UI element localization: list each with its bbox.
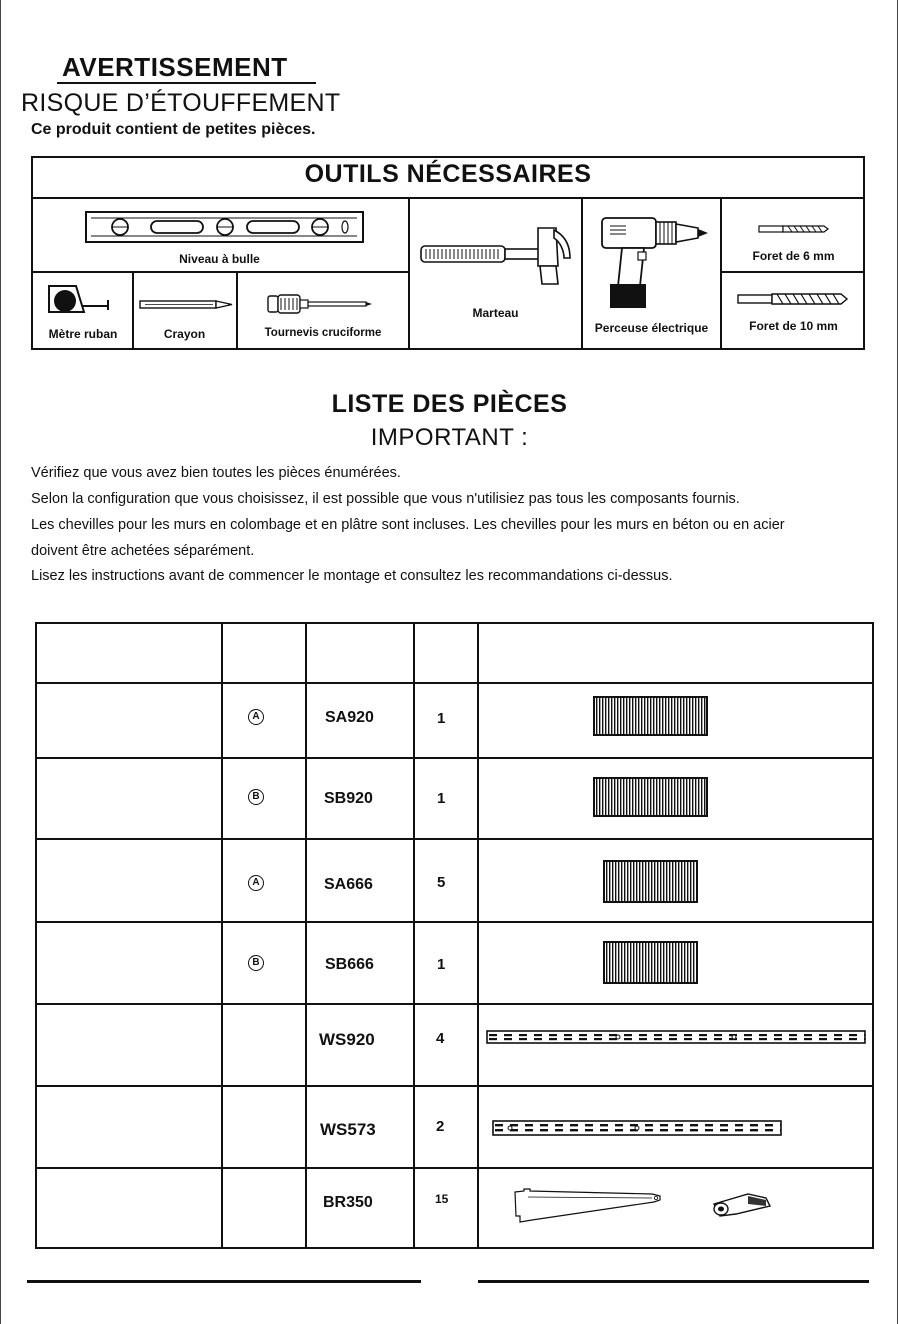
part-code: SB920 xyxy=(324,790,373,807)
tools-title-divider xyxy=(31,197,865,199)
drill-bit-6mm-label: Foret de 6 mm xyxy=(752,249,835,263)
wall-standard-ws573-icon xyxy=(492,1120,783,1136)
part-quantity: 2 xyxy=(436,1118,445,1135)
table-col-divider xyxy=(305,622,307,1249)
instruction-line: Lisez les instructions avant de commencer le montage et consultez les recommandations ci-dessus. xyxy=(31,568,673,584)
drill-bit-10mm-label: Foret de 10 mm xyxy=(749,319,838,333)
part-letter-badge: B xyxy=(248,789,264,805)
part-quantity: 1 xyxy=(437,710,446,727)
instruction-line: doivent être achetées séparément. xyxy=(31,543,255,559)
part-quantity: 1 xyxy=(437,790,446,807)
part-quantity: 5 xyxy=(437,874,446,891)
warning-subtitle: RISQUE D’ÉTOUFFEMENT xyxy=(21,89,341,117)
parts-list-title: LISTE DES PIÈCES xyxy=(331,390,568,418)
level-icon xyxy=(85,210,365,246)
footer-line-right xyxy=(478,1280,869,1283)
warning-title: AVERTISSEMENT xyxy=(62,52,288,82)
pencil-label: Crayon xyxy=(163,327,206,341)
table-row-divider xyxy=(35,1167,874,1169)
table-row-divider xyxy=(35,838,874,840)
drill-bit-6mm-icon xyxy=(758,224,830,234)
wall-standard-ws920-icon xyxy=(486,1030,867,1044)
screwdriver-icon xyxy=(266,293,374,315)
part-quantity: 4 xyxy=(436,1030,445,1047)
part-quantity: 15 xyxy=(435,1192,449,1206)
part-code: WS573 xyxy=(320,1120,376,1139)
part-letter-badge: A xyxy=(248,709,264,725)
instruction-line: Les chevilles pour les murs en colombage et en plâtre sont incluses. Les chevilles pour les murs en béton ou en acier xyxy=(31,517,785,533)
standard-bar-sb920-icon xyxy=(593,777,709,817)
parts-table xyxy=(35,622,874,1249)
table-row-divider xyxy=(35,757,874,759)
tape-measure-label: Mètre ruban xyxy=(48,327,118,341)
standard-bar-sb666-icon xyxy=(603,941,699,984)
table-row-divider xyxy=(35,1003,874,1005)
tools-vdiv-1 xyxy=(408,197,410,350)
hammer-icon xyxy=(420,222,572,288)
page-edge-right xyxy=(897,0,898,1324)
table-row-divider xyxy=(35,682,874,684)
hammer-label: Marteau xyxy=(472,306,519,320)
table-col-divider xyxy=(477,622,479,1249)
part-code: WS920 xyxy=(319,1030,375,1049)
tools-right-divider xyxy=(721,271,865,273)
drill-bit-10mm-icon xyxy=(737,292,849,306)
standard-bar-sa666-icon xyxy=(603,860,699,903)
instruction-line: Vérifiez que vous avez bien toutes les pièces énumérées. xyxy=(31,465,401,481)
standard-bar-sa920-icon xyxy=(593,696,709,736)
pencil-icon xyxy=(139,298,235,312)
warning-underline xyxy=(57,82,316,84)
part-code: SB666 xyxy=(325,956,374,973)
bracket-clip-icon xyxy=(708,1190,774,1220)
bracket-br350-icon xyxy=(512,1188,662,1224)
part-letter-badge: B xyxy=(248,955,264,971)
warning-text: Ce produit contient de petites pièces. xyxy=(31,121,316,138)
tools-title: OUTILS NÉCESSAIRES xyxy=(304,160,592,188)
electric-drill-icon xyxy=(600,212,712,312)
page-edge-left xyxy=(0,0,1,1324)
part-code: BR350 xyxy=(323,1194,373,1211)
instruction-line: Selon la configuration que vous choisissez, il est possible que vous n'utilisiez pas tous les composants fournis. xyxy=(31,491,740,507)
table-row-divider xyxy=(35,1085,874,1087)
footer-line-left xyxy=(27,1280,421,1283)
screwdriver-label: Tournevis cruciforme xyxy=(264,327,382,339)
important-heading: IMPORTANT : xyxy=(370,424,529,451)
part-quantity: 1 xyxy=(437,956,446,973)
tape-measure-icon xyxy=(46,282,116,318)
table-col-divider xyxy=(413,622,415,1249)
level-label: Niveau à bulle xyxy=(179,252,260,266)
tools-left-divider xyxy=(31,271,409,273)
part-code: SA920 xyxy=(325,709,374,726)
part-code: SA666 xyxy=(324,876,373,893)
part-letter-badge: A xyxy=(248,875,264,891)
table-col-divider xyxy=(221,622,223,1249)
drill-label: Perceuse électrique xyxy=(594,321,709,335)
table-row-divider xyxy=(35,921,874,923)
